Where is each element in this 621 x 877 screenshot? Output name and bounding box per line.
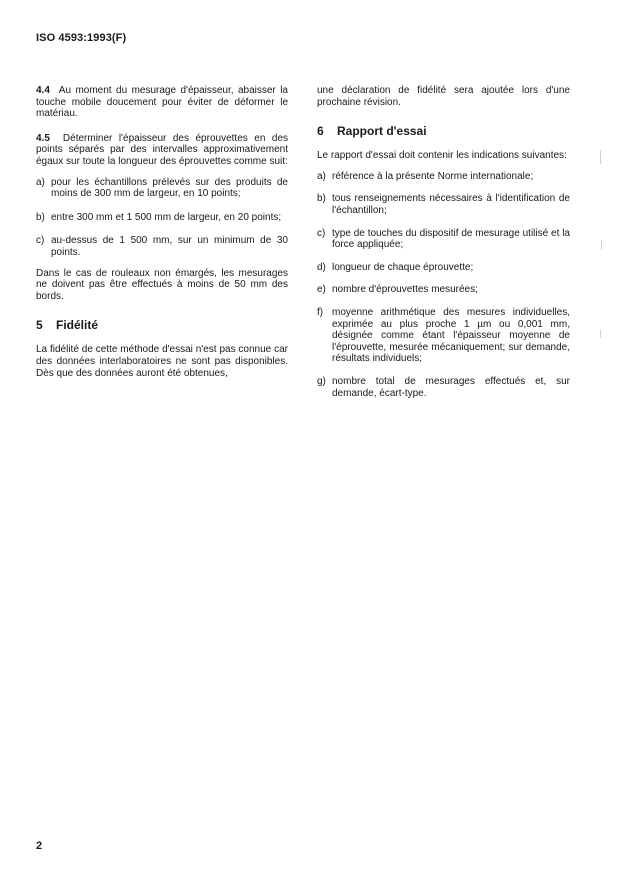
page-number: 2 bbox=[36, 840, 43, 852]
list-item-text: moyenne arithmétique des mesures individuelles, exprimée au plus proche 1 µm ou 0,001 mm, désignée comme étant l'épaisseur moyenne de l'éprouvette, mesurée mécaniquement; sur demande, résultats individuels; bbox=[332, 306, 570, 365]
list-item bbox=[317, 193, 570, 216]
list-item-label: a) bbox=[317, 170, 326, 182]
list-item-text: nombre total de mesurages effectués et, sur demande, écart-type. bbox=[332, 375, 570, 399]
clause-4-5 bbox=[36, 133, 288, 168]
list-item bbox=[36, 177, 288, 200]
section-5-text: La fidélité de cette méthode d'essai n'est pas connue car des données interlaboratoires ne sont pas disponibles. Dès que des données auront été obtenues, bbox=[36, 344, 288, 379]
section-number: 5 bbox=[36, 318, 43, 333]
list-item-text: au-dessus de 1 500 mm, sur un minimum de 30 points. bbox=[51, 235, 288, 258]
list-item-text: longueur de chaque éprouvette; bbox=[332, 261, 474, 273]
clause-text: Au moment du mesurage d'épaisseur, abaisser la touche mobile doucement pour éviter de déformer le matériau. bbox=[36, 85, 288, 120]
precision-continuation: une déclaration de fidélité sera ajoutée lors d'une prochaine révision. bbox=[317, 85, 570, 108]
clause-4-4 bbox=[36, 85, 288, 120]
list-item-text: nombre d'éprouvettes mesurées; bbox=[332, 284, 478, 296]
list-item-label: b) bbox=[36, 211, 45, 223]
list-item bbox=[317, 376, 570, 399]
list-item-label: e) bbox=[317, 284, 326, 296]
list-item bbox=[317, 171, 570, 183]
list-item-label: c) bbox=[317, 227, 326, 239]
list-item-text: entre 300 mm et 1 500 mm de largeur, en 20 points; bbox=[51, 211, 282, 223]
left-column bbox=[36, 85, 288, 379]
list-item-label: d) bbox=[317, 261, 326, 273]
list-item bbox=[317, 228, 570, 251]
list-item-text: type de touches du dispositif de mesurage utilisé et la force appliquée; bbox=[332, 227, 570, 251]
rolls-note: Dans le cas de rouleaux non émargés, les mesurages ne doivent pas être effectués à moins de 50 mm des bords. bbox=[36, 267, 288, 302]
list-item-label: a) bbox=[36, 176, 45, 188]
scan-speck bbox=[600, 330, 601, 338]
list-item-text: référence à la présente Norme internationale; bbox=[332, 170, 534, 182]
standard-reference-header: ISO 4593:1993(F) bbox=[36, 32, 127, 44]
scan-speck bbox=[601, 240, 602, 250]
right-column bbox=[317, 85, 570, 399]
scan-speck bbox=[600, 150, 601, 164]
section-title: Rapport d'essai bbox=[337, 124, 427, 139]
list-item bbox=[317, 284, 570, 296]
list-item-label: g) bbox=[317, 375, 326, 387]
list-item-label: b) bbox=[317, 193, 326, 205]
list-item bbox=[36, 235, 288, 258]
section-number: 6 bbox=[317, 124, 324, 139]
list-item-text: pour les échantillons prélevés sur des produits de moins de 300 mm de largeur, en 10 points; bbox=[51, 176, 288, 200]
list-item bbox=[36, 212, 288, 224]
clause-number: 4.4 bbox=[36, 85, 50, 96]
list-item-label: c) bbox=[36, 235, 45, 247]
list-item-label: f) bbox=[317, 306, 324, 318]
clause-number: 4.5 bbox=[36, 132, 50, 144]
section-6-heading bbox=[317, 124, 570, 138]
section-6-intro: Le rapport d'essai doit contenir les indications suivantes: bbox=[317, 150, 567, 162]
section-5-heading bbox=[36, 318, 288, 332]
list-item bbox=[317, 262, 570, 274]
section-title: Fidélité bbox=[56, 318, 99, 333]
list-item bbox=[317, 307, 570, 365]
clause-text: Déterminer l'épaisseur des éprouvettes en des points séparés par des intervalles approximativement égaux sur toute la longueur des éprouvettes comme suit: bbox=[36, 132, 289, 167]
list-item-text: tous renseignements nécessaires à l'identification de l'échantillon; bbox=[332, 193, 570, 216]
